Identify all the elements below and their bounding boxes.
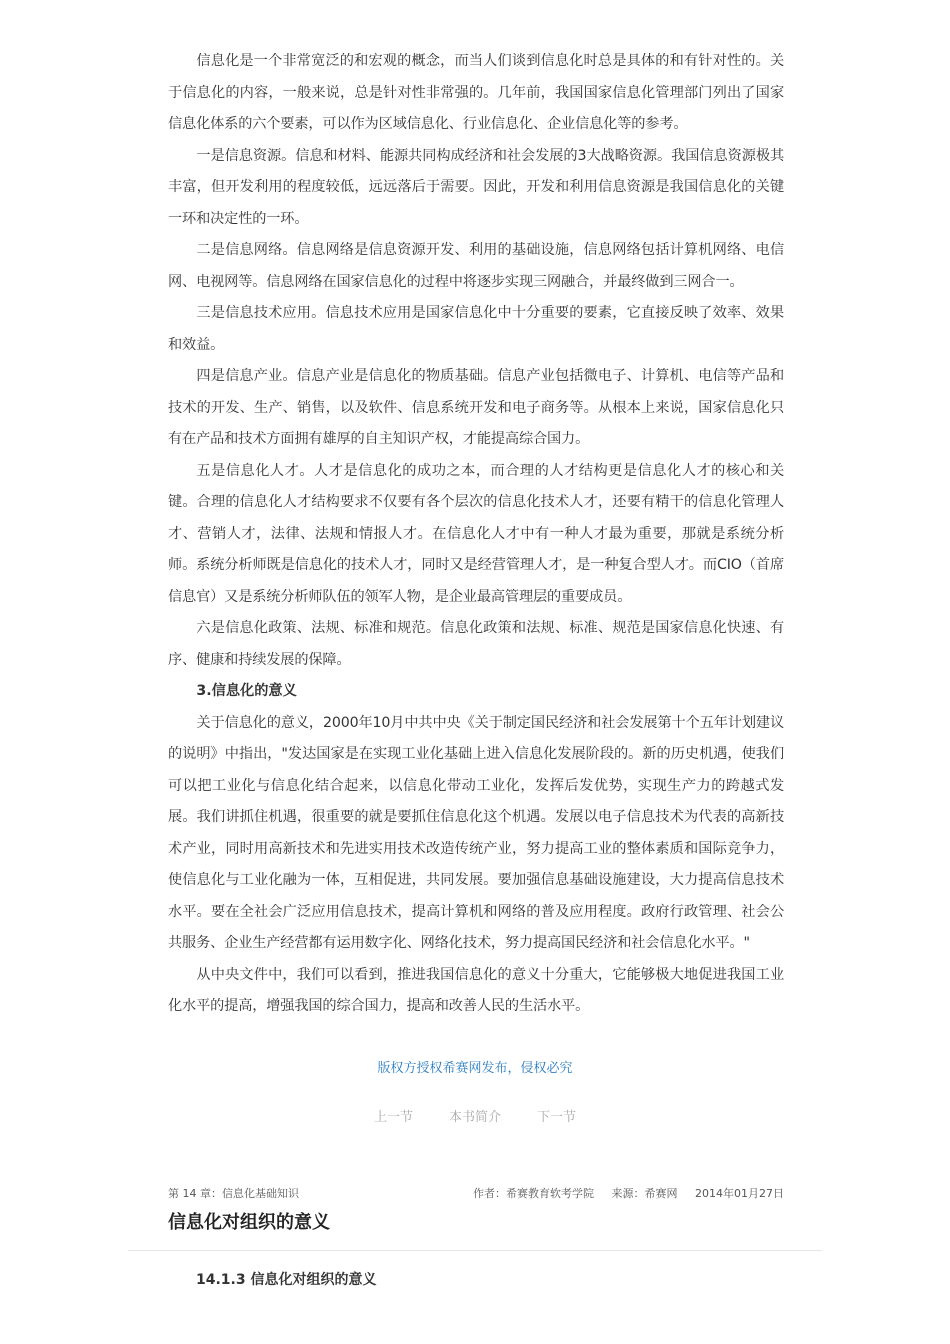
article-paragraph: 三是信息技术应用。信息技术应用是国家信息化中十分重要的要素，它直接反映了效率、效果和效益。 [168, 305, 784, 353]
section-subheading: 3.信息化的意义 [196, 683, 297, 699]
chapter-label: 第 14 章：信息化基础知识 [168, 1187, 299, 1200]
section-heading: 14.1.3 信息化对组织的意义 [196, 1272, 377, 1288]
article-body [168, 46, 784, 1023]
chapter-pager [0, 1107, 950, 1129]
date-label: 2014年01月27日 [695, 1187, 784, 1200]
next-section-link[interactable]: 下一节 [537, 1110, 577, 1125]
article-paragraph: 六是信息化政策、法规、标准和规范。信息化政策和法规、标准、规范是国家信息化快速、有序、健康和持续发展的保障。 [168, 620, 784, 668]
prev-section-link[interactable]: 上一节 [373, 1110, 413, 1125]
article-paragraph: 二是信息网络。信息网络是信息资源开发、利用的基础设施，信息网络包括计算机网络、电信网、电视网等。信息网络在国家信息化的过程中将逐步实现三网融合，并最终做到三网合一。 [168, 242, 784, 290]
article-meta [168, 1185, 784, 1203]
copyright-notice: 版权方授权希赛网发布，侵权必究 [377, 1061, 573, 1076]
article-meta-info [459, 1185, 784, 1203]
author-label: 作者：希赛教育软考学院 [473, 1187, 594, 1200]
page-title: 信息化对组织的意义 [168, 1212, 330, 1233]
title-divider [128, 1250, 822, 1251]
article-paragraph: 关于信息化的意义，2000年10月中共中央《关于制定国民经济和社会发展第十个五年计划建议的说明》中指出，"发达国家是在实现工业化基础上进入信息化发展阶段的。新的历史机遇，使我们可以把工业化与信息化结合起来，以信息化带动工业化，发挥后发优势，实现生产力的跨越式发展。我们讲抓住机遇，很重要的就是要抓住信息化这个机遇。发展以电子信息技术为代表的高新技术产业，同时用高新技术和先进实用技术改造传统产业，努力提高工业的整体素质和国际竞争力，使信息化与工业化融为一体，互相促进，共同发展。要加强信息基础设施建设，大力提高信息技术水平。要在全社会广泛应用信息技术，提高计算机和网络的普及应用程度。政府行政管理、社会公共服务、企业生产经营都有运用数字化、网络化技术，努力提高国民经济和社会信息化水平。" [168, 714, 784, 951]
article-paragraph: 四是信息产业。信息产业是信息化的物质基础。信息产业包括微电子、计算机、电信等产品和技术的开发、生产、销售，以及软件、信息系统开发和电子商务等。从根本上来说，国家信息化只有在产品和技术方面拥有雄厚的自主知识产权，才能提高综合国力。 [168, 368, 784, 447]
book-intro-link[interactable]: 本书简介 [448, 1110, 501, 1125]
article-paragraph: 五是信息化人才。人才是信息化的成功之本，而合理的人才结构更是信息化人才的核心和关键。合理的信息化人才结构要求不仅要有各个层次的信息化技术人才，还要有精干的信息化管理人才、营销人才，法律、法规和情报人才。在信息化人才中有一种人才最为重要，那就是系统分析师。系统分析师既是信息化的技术人才，同时又是经营管理人才，是一种复合型人才。而CIO（首席信息官）又是系统分析师队伍的领军人物，是企业最高管理层的重要成员。 [168, 462, 784, 605]
source-label: 来源：希赛网 [611, 1187, 678, 1200]
article-paragraph: 信息化是一个非常宽泛的和宏观的概念，而当人们谈到信息化时总是具体的和有针对性的。关于信息化的内容，一般来说，总是针对性非常强的。几年前，我国国家信息化管理部门列出了国家信息化体系的六个要素，可以作为区域信息化、行业信息化、企业信息化等的参考。 [168, 53, 784, 132]
article-paragraph: 一是信息资源。信息和材料、能源共同构成经济和社会发展的3大战略资源。我国信息资源极其丰富，但开发利用的程度较低，远远落后于需要。因此，开发和利用信息资源是我国信息化的关键一环和决定性的一环。 [168, 147, 784, 227]
article-paragraph: 从中央文件中，我们可以看到，推进我国信息化的意义十分重大，它能够极大地促进我国工业化水平的提高，增强我国的综合国力，提高和改善人民的生活水平。 [168, 966, 784, 1014]
